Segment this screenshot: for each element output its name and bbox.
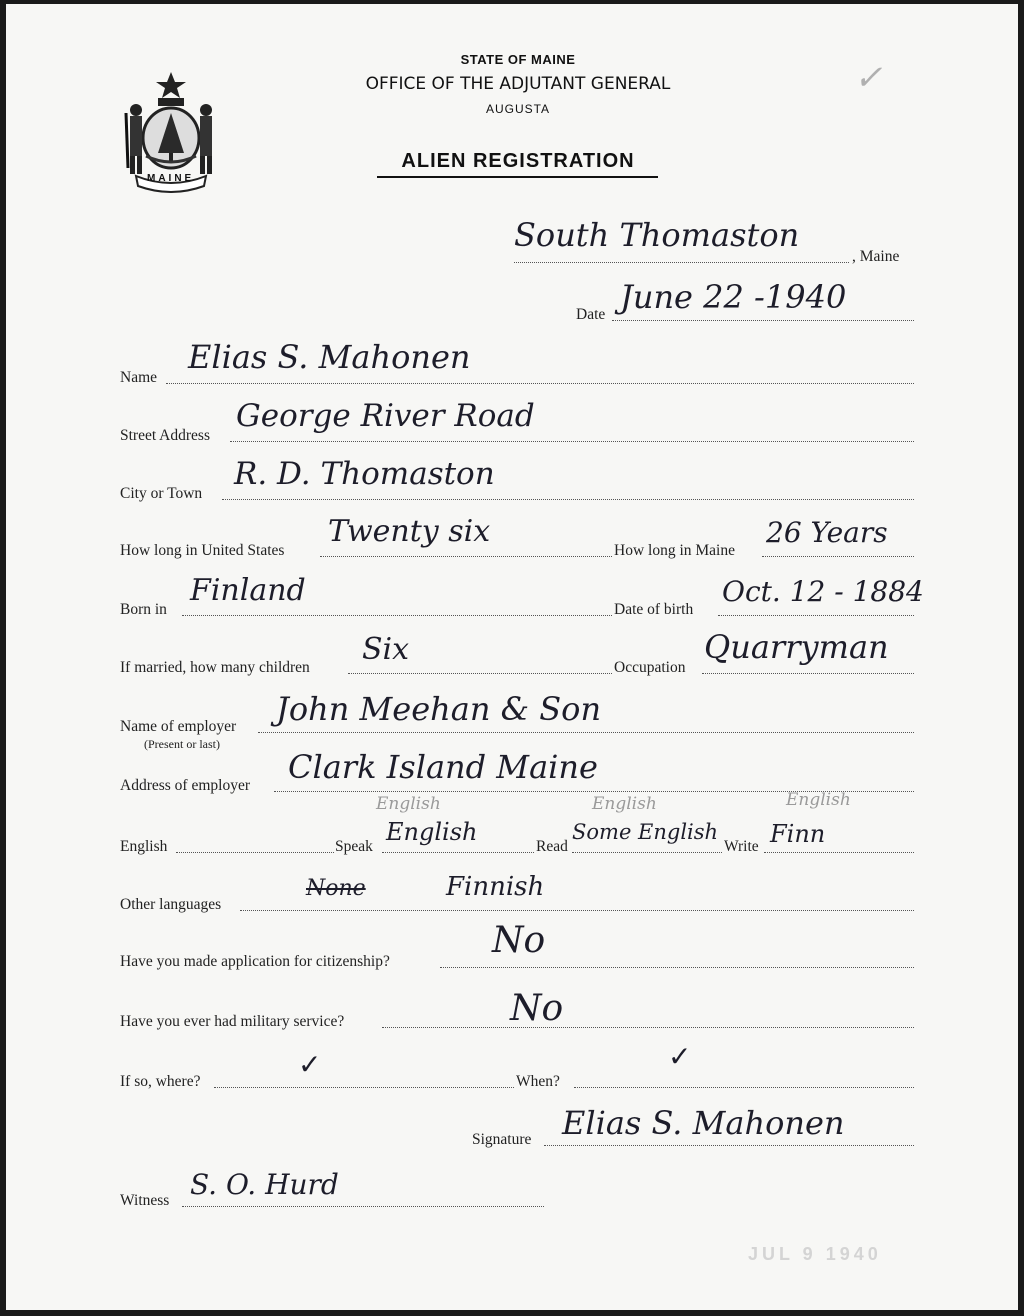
witness-line (182, 1206, 544, 1207)
employer-sublabel: (Present or last) (144, 737, 220, 751)
citizenship-value: No (492, 920, 546, 961)
date-label: Date (576, 306, 606, 323)
name-value: Elias S. Mahonen (188, 338, 471, 376)
employer-line (258, 732, 914, 733)
years-us-value: Twenty six (328, 514, 491, 549)
dob-label: Date of birth (614, 601, 694, 618)
title-underline (377, 176, 658, 178)
read-label: Read (536, 838, 568, 855)
town-value: South Thomaston (514, 216, 800, 254)
city-heading: AUGUSTA (485, 102, 551, 116)
signature-value: Elias S. Mahonen (562, 1104, 845, 1142)
occupation-line (702, 673, 914, 674)
read-value: Some English (572, 820, 719, 844)
city-line (222, 499, 914, 500)
when-line (574, 1087, 914, 1088)
office-heading: OFFICE OF THE ADJUTANT GENERAL (365, 74, 671, 94)
write-value: Finn (770, 820, 826, 848)
dob-value: Oct. 12 - 1884 (722, 575, 924, 608)
state-heading: STATE OF MAINE (460, 52, 576, 67)
write-pencil-note: English (786, 790, 851, 810)
employer-address-label: Address of employer (120, 777, 250, 794)
born-in-value: Finland (190, 573, 306, 608)
form-title: ALIEN REGISTRATION (401, 150, 635, 172)
years-us-label: How long in United States (120, 542, 285, 559)
citizenship-label: Have you made application for citizenship? (120, 953, 390, 970)
when-value: ✓ (668, 1040, 692, 1073)
english-label: English (120, 838, 168, 855)
employer-value: John Meehan & Son (276, 690, 602, 728)
dob-line (718, 615, 914, 616)
town-line (514, 262, 849, 263)
children-value: Six (362, 632, 410, 667)
street-line (230, 441, 914, 442)
born-in-label: Born in (120, 601, 167, 618)
read-line (572, 852, 722, 853)
date-line (612, 320, 914, 321)
speak-pencil-note: English (376, 794, 441, 814)
other-languages-label: Other languages (120, 896, 222, 913)
registration-form (6, 4, 1018, 1310)
other-languages-struck: None (306, 876, 366, 901)
other-languages-line (240, 910, 914, 911)
date-value: June 22 -1940 (620, 278, 847, 316)
military-line (382, 1027, 914, 1028)
read-pencil-note: English (592, 794, 657, 814)
english-line (176, 852, 334, 853)
top-checkmark: ✓ (854, 58, 883, 98)
witness-value: S. O. Hurd (190, 1168, 339, 1201)
name-line (166, 383, 914, 384)
years-maine-label: How long in Maine (614, 542, 735, 559)
town-state-label: , Maine (852, 248, 900, 265)
occupation-label: Occupation (614, 659, 686, 676)
received-stamp: JUL 9 1940 (748, 1244, 882, 1264)
name-label: Name (120, 369, 158, 386)
where-line (214, 1087, 514, 1088)
where-label: If so, where? (120, 1073, 201, 1090)
write-label: Write (724, 838, 759, 855)
years-maine-line (762, 556, 914, 557)
when-label: When? (516, 1073, 560, 1090)
street-label: Street Address (120, 427, 210, 444)
city-value: R. D. Thomaston (234, 456, 495, 492)
witness-label: Witness (120, 1192, 170, 1209)
born-in-line (182, 615, 612, 616)
where-value: ✓ (298, 1048, 322, 1081)
occupation-value: Quarryman (704, 628, 889, 666)
signature-label: Signature (472, 1131, 532, 1148)
citizenship-line (440, 967, 914, 968)
speak-line (382, 852, 534, 853)
seal-banner-text: MAINE (147, 173, 195, 184)
employer-address-value: Clark Island Maine (288, 748, 598, 786)
years-us-line (320, 556, 612, 557)
other-languages-value: Finnish (446, 872, 545, 902)
years-maine-value: 26 Years (766, 516, 888, 549)
city-label: City or Town (120, 485, 203, 502)
children-label: If married, how many children (120, 659, 310, 676)
speak-value: English (386, 818, 478, 846)
military-label: Have you ever had military service? (120, 1013, 345, 1030)
speak-label: Speak (335, 838, 373, 855)
signature-line (544, 1145, 914, 1146)
children-line (348, 673, 612, 674)
employer-label: Name of employer (120, 718, 237, 735)
street-value: George River Road (236, 398, 535, 434)
military-value: No (510, 988, 564, 1029)
write-line (764, 852, 914, 853)
